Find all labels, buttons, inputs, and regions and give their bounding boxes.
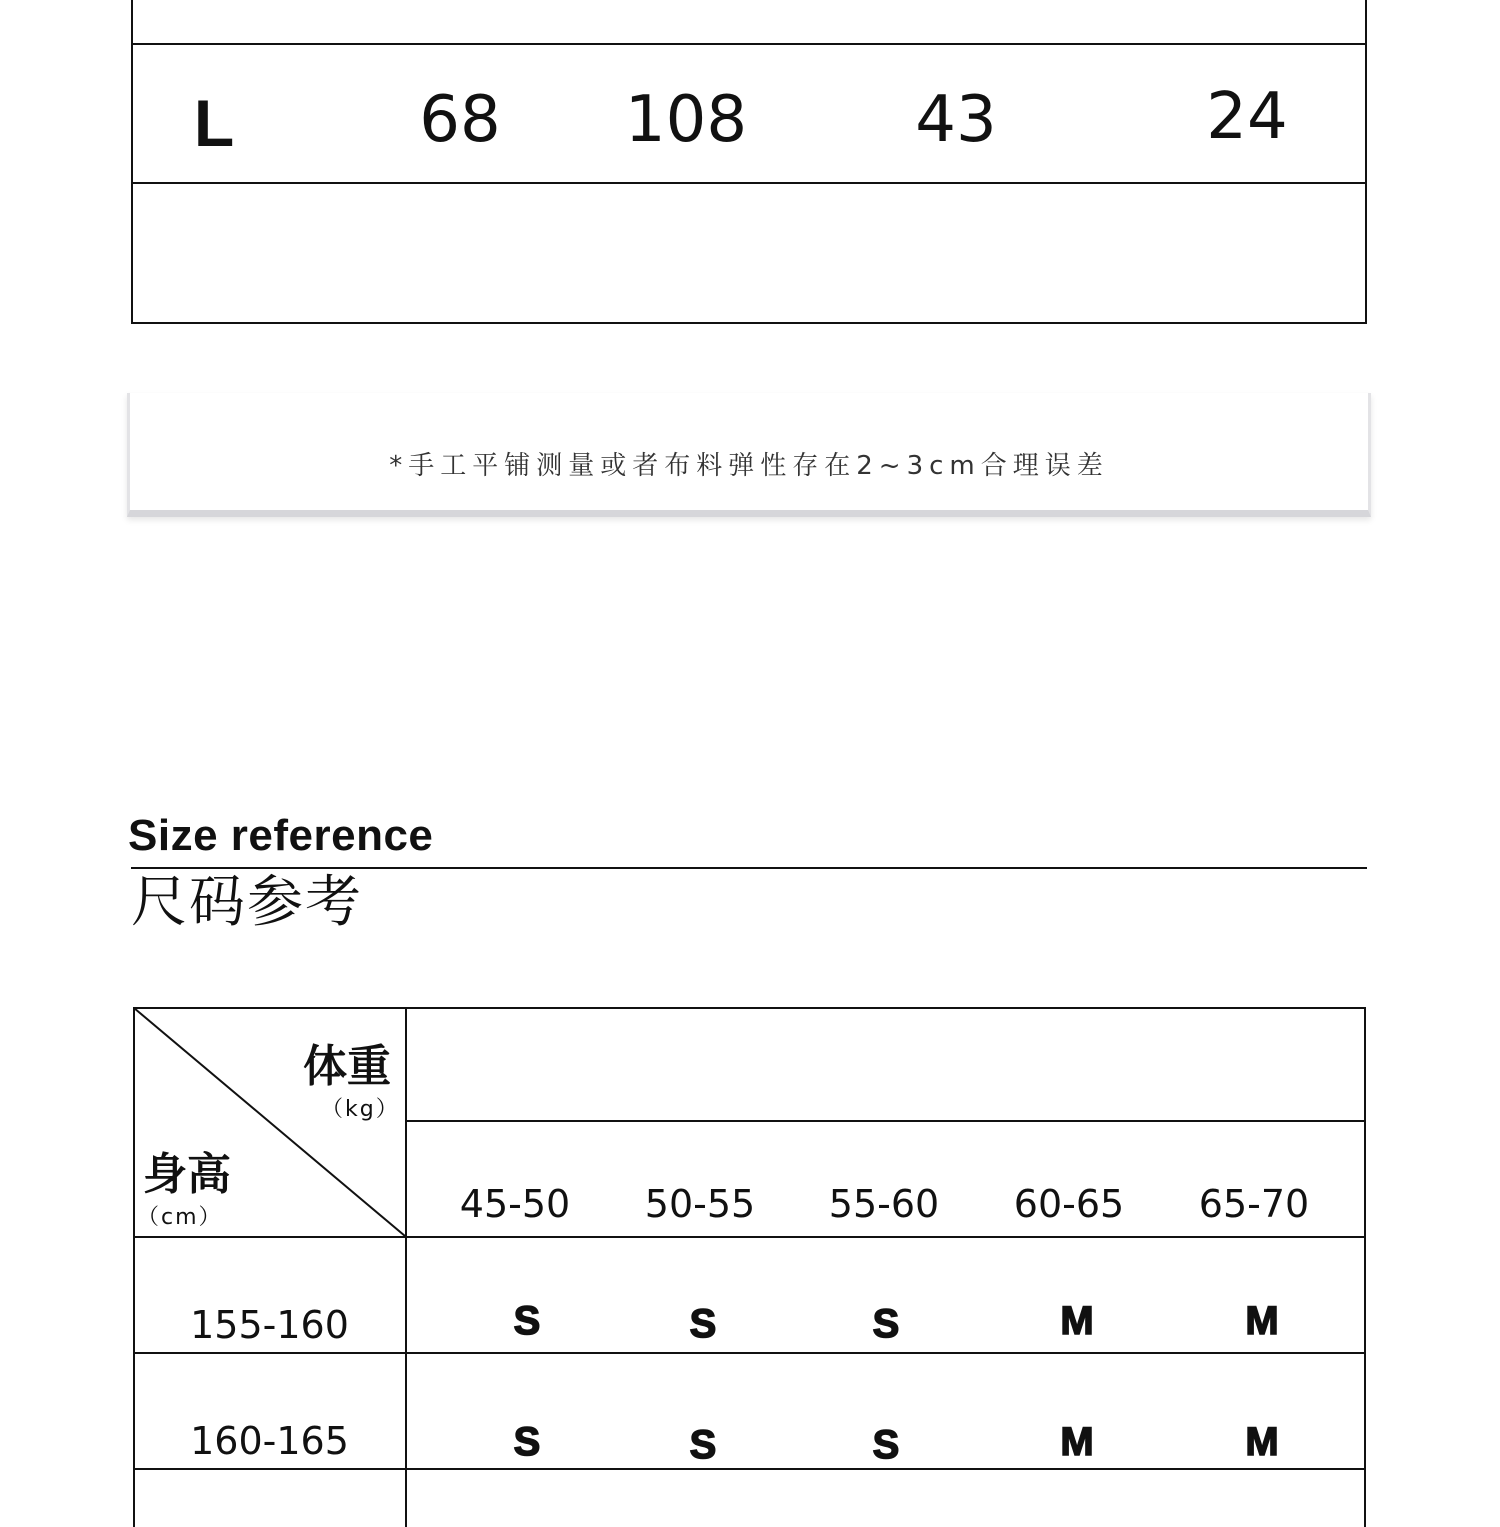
measurement-note-card <box>127 393 1371 517</box>
weight-range-header: 50-55 <box>644 1182 756 1226</box>
weight-range-header: 45-50 <box>459 1182 571 1226</box>
weight-unit: （kg） <box>321 1097 400 1122</box>
table-border <box>133 1352 1366 1354</box>
shoulder-value: 43 <box>915 83 997 157</box>
chest-value: 108 <box>624 83 748 157</box>
weight-range-header: 65-70 <box>1198 1182 1310 1226</box>
section-title-cn: 尺码参考 <box>131 870 363 935</box>
size-cell: S <box>872 1423 900 1467</box>
table-divider <box>133 43 1365 45</box>
size-cell: S <box>513 1420 541 1464</box>
size-cell: S <box>872 1302 900 1346</box>
size-cell: M <box>1060 1420 1094 1464</box>
size-cell: S <box>513 1299 541 1343</box>
sleeve-value: 24 <box>1206 80 1288 154</box>
section-title-en: Size reference <box>128 811 434 860</box>
height-range-header: 155-160 <box>190 1303 349 1347</box>
measurement-note: *手工平铺测量或者布料弹性存在2~3cm合理误差 <box>389 451 1109 481</box>
size-label: L <box>193 86 235 160</box>
table-border <box>1364 1007 1366 1527</box>
table-border <box>406 1120 1366 1122</box>
size-cell: S <box>689 1423 717 1467</box>
table-divider <box>133 182 1365 184</box>
height-unit: （cm） <box>137 1205 223 1230</box>
size-cell: M <box>1060 1299 1094 1343</box>
size-cell: M <box>1245 1299 1279 1343</box>
size-reference-table <box>133 1007 1366 1527</box>
weight-range-header: 55-60 <box>828 1182 940 1226</box>
length-value: 68 <box>419 83 501 157</box>
weight-label: 体重 <box>303 1041 391 1092</box>
size-cell: S <box>689 1302 717 1346</box>
section-divider <box>131 867 1367 869</box>
size-cell: M <box>1245 1420 1279 1464</box>
measurement-table <box>131 0 1367 324</box>
height-range-header: 160-165 <box>190 1419 349 1463</box>
weight-range-header: 60-65 <box>1013 1182 1125 1226</box>
height-label: 身高 <box>143 1149 231 1200</box>
table-border <box>133 1468 1366 1470</box>
